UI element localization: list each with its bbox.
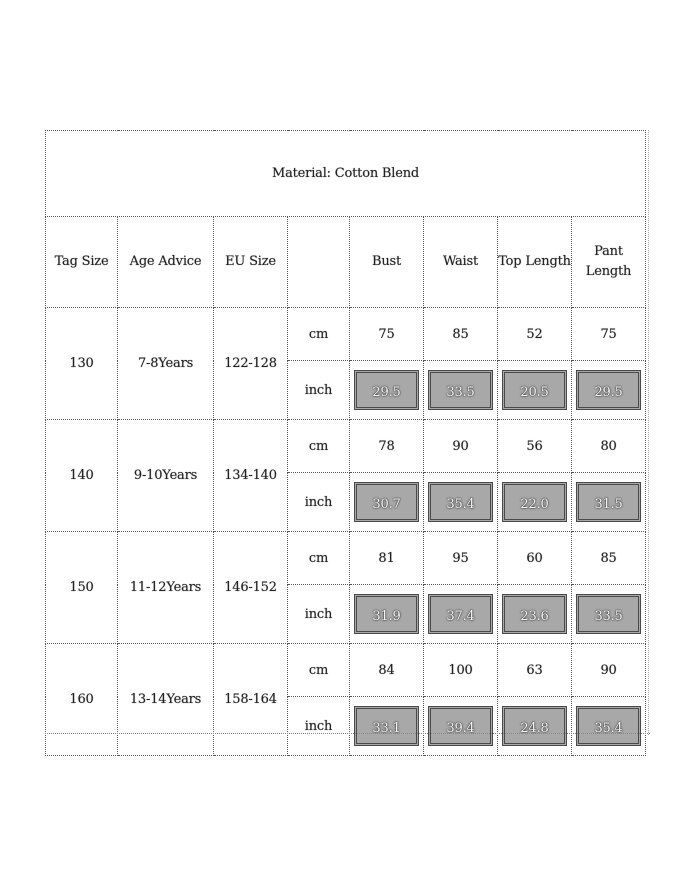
cm-bust-cell: 78 <box>350 420 424 473</box>
table-row <box>46 308 646 361</box>
material-title: Material: Cotton Blend <box>46 131 646 217</box>
inch-value-box: 33.5 <box>576 594 641 634</box>
inch-waist-cell <box>424 585 498 644</box>
inch-value-box: 35.4 <box>428 482 493 522</box>
unit-cm-cell: cm <box>288 644 350 697</box>
inch-value-box: 33.5 <box>428 370 493 410</box>
header-tag-size: Tag Size <box>46 217 118 308</box>
inch-waist-cell <box>424 697 498 756</box>
size-chart-sheet <box>45 130 645 756</box>
size-chart-table <box>45 130 646 756</box>
inch-value-box: 23.6 <box>502 594 567 634</box>
cm-pant-length-cell: 85 <box>572 532 646 585</box>
cm-top-length-cell: 60 <box>498 532 572 585</box>
cm-pant-length-cell: 90 <box>572 644 646 697</box>
cm-top-length-cell: 63 <box>498 644 572 697</box>
inch-value-box: 24.8 <box>502 706 567 746</box>
inch-waist-cell <box>424 473 498 532</box>
header-waist: Waist <box>424 217 498 308</box>
eu-size-cell: 122-128 <box>214 308 288 420</box>
right-rule <box>648 130 649 735</box>
table-row <box>46 532 646 585</box>
unit-cm-cell: cm <box>288 420 350 473</box>
inch-pant-length-cell <box>572 697 646 756</box>
inch-value-box: 29.5 <box>354 370 419 410</box>
age-advice-cell: 13-14Years <box>118 644 214 756</box>
age-advice-cell: 7-8Years <box>118 308 214 420</box>
eu-size-cell: 158-164 <box>214 644 288 756</box>
inch-value-box: 20.5 <box>502 370 567 410</box>
inch-pant-length-cell <box>572 361 646 420</box>
unit-cm-cell: cm <box>288 532 350 585</box>
inch-value-box: 37.4 <box>428 594 493 634</box>
header-pant-length: Pant Length <box>572 217 646 308</box>
inch-top-length-cell <box>498 473 572 532</box>
inch-value-box: 31.9 <box>354 594 419 634</box>
tag-size-cell: 150 <box>46 532 118 644</box>
inch-value-box: 29.5 <box>576 370 641 410</box>
inch-value-box: 39.4 <box>428 706 493 746</box>
header-unit <box>288 217 350 308</box>
header-age-advice: Age Advice <box>118 217 214 308</box>
header-top-length: Top Length <box>498 217 572 308</box>
header-row <box>46 217 646 308</box>
inch-bust-cell <box>350 473 424 532</box>
cm-waist-cell: 90 <box>424 420 498 473</box>
unit-inch-cell: inch <box>288 361 350 420</box>
cm-waist-cell: 95 <box>424 532 498 585</box>
cm-pant-length-cell: 75 <box>572 308 646 361</box>
bottom-rule <box>45 733 650 734</box>
inch-top-length-cell <box>498 697 572 756</box>
cm-bust-cell: 84 <box>350 644 424 697</box>
table-row <box>46 420 646 473</box>
inch-bust-cell <box>350 697 424 756</box>
unit-inch-cell: inch <box>288 473 350 532</box>
eu-size-cell: 134-140 <box>214 420 288 532</box>
cm-top-length-cell: 52 <box>498 308 572 361</box>
inch-top-length-cell <box>498 585 572 644</box>
cm-waist-cell: 85 <box>424 308 498 361</box>
eu-size-cell: 146-152 <box>214 532 288 644</box>
cm-top-length-cell: 56 <box>498 420 572 473</box>
cm-bust-cell: 75 <box>350 308 424 361</box>
tag-size-cell: 160 <box>46 644 118 756</box>
inch-value-box: 22.0 <box>502 482 567 522</box>
unit-inch-cell: inch <box>288 697 350 756</box>
inch-bust-cell <box>350 361 424 420</box>
unit-cm-cell: cm <box>288 308 350 361</box>
inch-bust-cell <box>350 585 424 644</box>
header-bust: Bust <box>350 217 424 308</box>
inch-value-box: 31.5 <box>576 482 641 522</box>
cm-pant-length-cell: 80 <box>572 420 646 473</box>
unit-inch-cell: inch <box>288 585 350 644</box>
inch-pant-length-cell <box>572 585 646 644</box>
cm-bust-cell: 81 <box>350 532 424 585</box>
inch-pant-length-cell <box>572 473 646 532</box>
inch-value-box: 33.1 <box>354 706 419 746</box>
table-row <box>46 644 646 697</box>
age-advice-cell: 9-10Years <box>118 420 214 532</box>
tag-size-cell: 140 <box>46 420 118 532</box>
inch-top-length-cell <box>498 361 572 420</box>
inch-value-box: 30.7 <box>354 482 419 522</box>
tag-size-cell: 130 <box>46 308 118 420</box>
cm-waist-cell: 100 <box>424 644 498 697</box>
inch-value-box: 35.4 <box>576 706 641 746</box>
age-advice-cell: 11-12Years <box>118 532 214 644</box>
inch-waist-cell <box>424 361 498 420</box>
header-eu-size: EU Size <box>214 217 288 308</box>
